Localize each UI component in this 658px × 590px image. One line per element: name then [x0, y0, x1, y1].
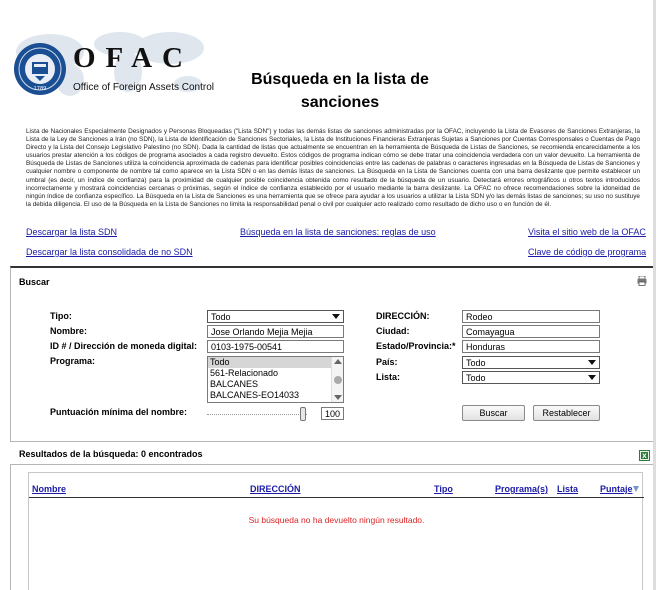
treasury-seal-icon: [13, 42, 67, 96]
tipo-label: Tipo:: [50, 311, 72, 321]
search-button[interactable]: Buscar: [462, 405, 525, 421]
page-title: Búsqueda en la lista de sanciones: [251, 71, 429, 111]
program-key-link[interactable]: Clave de código de programa: [528, 247, 647, 257]
tipo-select[interactable]: [207, 310, 344, 323]
puntuacion-label: Puntuación mínima del nombre:: [50, 407, 188, 417]
search-panel: [10, 266, 654, 442]
scroll-up-icon[interactable]: [334, 359, 342, 364]
estado-input[interactable]: Honduras: [462, 340, 600, 353]
programa-option[interactable]: BALCANES-EO14033: [210, 390, 300, 400]
scroll-thumb[interactable]: [334, 376, 342, 384]
results-panel: [10, 464, 654, 590]
results-title: Resultados de la búsqueda: 0 encontrados: [19, 449, 203, 459]
lista-label: Lista:: [376, 372, 401, 382]
direccion-label: DIRECCIÓN:: [376, 311, 430, 321]
visit-ofac-link[interactable]: Visita el sitio web de la OFAC: [528, 227, 646, 237]
print-icon[interactable]: [637, 276, 647, 286]
lista-select-value: Todo: [466, 373, 486, 383]
col-puntaje[interactable]: Puntaje: [600, 484, 633, 494]
programa-option[interactable]: BALCANES: [210, 379, 259, 389]
puntuacion-slider-track[interactable]: [207, 414, 307, 416]
programa-label: Programa:: [50, 356, 96, 366]
puntuacion-input[interactable]: 100: [321, 407, 344, 420]
table-header-divider: [29, 497, 644, 498]
nombre-label: Nombre:: [50, 326, 88, 336]
svg-text:X: X: [642, 453, 647, 460]
excel-export-icon[interactable]: [639, 450, 650, 461]
col-nombre[interactable]: Nombre: [32, 484, 67, 494]
col-tipo[interactable]: Tipo: [434, 484, 453, 494]
search-rules-link[interactable]: Búsqueda en la lista de sanciones: reglas de uso: [240, 227, 436, 237]
ofac-logo-subtitle: Office of Foreign Assets Control: [73, 82, 214, 93]
empty-results-message: Su búsqueda no ha devuelto ningún resultado.: [248, 515, 425, 525]
programa-option[interactable]: Todo: [208, 357, 343, 368]
search-panel-title: Buscar: [19, 277, 50, 287]
nombre-input[interactable]: Jose Orlando Mejia Mejia: [207, 325, 344, 338]
programa-scrollbar[interactable]: [331, 357, 343, 402]
pais-select[interactable]: [462, 356, 600, 369]
chevron-down-icon: [588, 375, 596, 380]
col-lista[interactable]: Lista: [557, 484, 579, 494]
id-input[interactable]: 0103-1975-00541: [207, 340, 344, 353]
pais-label: País:: [376, 357, 398, 367]
programa-option[interactable]: 561-Relacionado: [210, 368, 279, 378]
header: [0, 0, 658, 125]
results-table: [28, 472, 643, 590]
ciudad-input[interactable]: Comayagua: [462, 325, 600, 338]
programa-listbox[interactable]: [207, 356, 344, 403]
intro-text: Lista de Nacionales Especialmente Designados y Personas Bloqueadas ("Lista SDN") y todas las demás listas de sanciones administradas por la OFAC, incluyendo la Lista de Evasores de Sanciones Extranjeras, la Lista de la Ley de Sanciones a Irán (no SDN), la Lista de Identificación de Sanciones Sectoriales, la Lista de Instituciones Financieras Extranjeras Sujetas a Sanciones por Cuentas Corresponsales o Cuentas de Pago Directo y la Lista del Consejo Legislativo Palestino (no SDN). Dada la cantidad de listas que actualmente se encuentran en la herramienta de Búsqueda de Listas de Sanciones, se recomienda encarecidamente a los usuarios prestar atención a los códigos de programa asociados a cada registro devuelto. Estos códigos de programa indican cómo se debe tratar una coincidencia verdadera con un valor devuelto. La herramienta de Búsqueda de Listas de Sanciones utiliza la coincidencia aproximada de cadenas para identificar posibles coincidencias entre las cadenas de palabras o caracteres ingresadas en la Búsqueda de Listas de Sanciones y cualquier nombre o componente de nombre tal como aparece en la Lista SDN o en las demás listas de sanciones. La Búsqueda en la Lista de Sanciones cuenta con una barra deslizante que permite establecer un umbral (es decir, un índice de confianza) para la proximidad de cualquier posible coincidencia obtenida como resultado de la búsqueda de un usuario. Detectará errores ortográficos u otros textos introducidos incorrectamente y mostrará coincidencias cercanas o próximas, según el índice de confianza establecido por el usuario mediante la barra deslizante. La OFAC no ofrece recomendaciones sobre la idoneidad de ningún índice de confianza específico. La Búsqueda en la Lista de Sanciones es una herramienta que se ofrece para ayudar a los usuarios a utilizar la Lista SDN y/o las demás listas de sanciones; su uso no sustituye la debida diligencia. El uso de la Búsqueda en la Lista de Sanciones no limita la responsabilidad penal o civil por cualquier acto realizado como resultado de dicho uso o en función de él.: [26, 128, 640, 208]
svg-text:1789: 1789: [33, 86, 47, 92]
download-sdn-link[interactable]: Descargar la lista SDN: [26, 227, 118, 237]
col-programas[interactable]: Programa(s): [495, 484, 549, 494]
tipo-select-value: Todo: [211, 312, 231, 322]
download-consolidated-link[interactable]: Descargar la lista consolidada de no SDN: [26, 247, 193, 257]
sort-down-icon[interactable]: [633, 486, 639, 492]
puntuacion-slider-thumb[interactable]: [300, 407, 306, 421]
id-label: ID # / Dirección de moneda digital:: [50, 341, 198, 351]
scroll-down-icon[interactable]: [334, 395, 342, 400]
page-scrollbar[interactable]: [653, 0, 656, 590]
direccion-input[interactable]: Rodeo: [462, 310, 600, 323]
pais-select-value: Todo: [466, 358, 486, 368]
estado-label: Estado/Provincia:*: [376, 341, 456, 351]
col-direccion[interactable]: DIRECCIÓN: [250, 484, 301, 494]
reset-button[interactable]: Restablecer: [533, 405, 600, 421]
ofac-logo-text: OFAC: [73, 42, 194, 74]
ciudad-label: Ciudad:: [376, 326, 410, 336]
chevron-down-icon: [332, 314, 340, 319]
lista-select[interactable]: [462, 371, 600, 384]
chevron-down-icon: [588, 360, 596, 365]
